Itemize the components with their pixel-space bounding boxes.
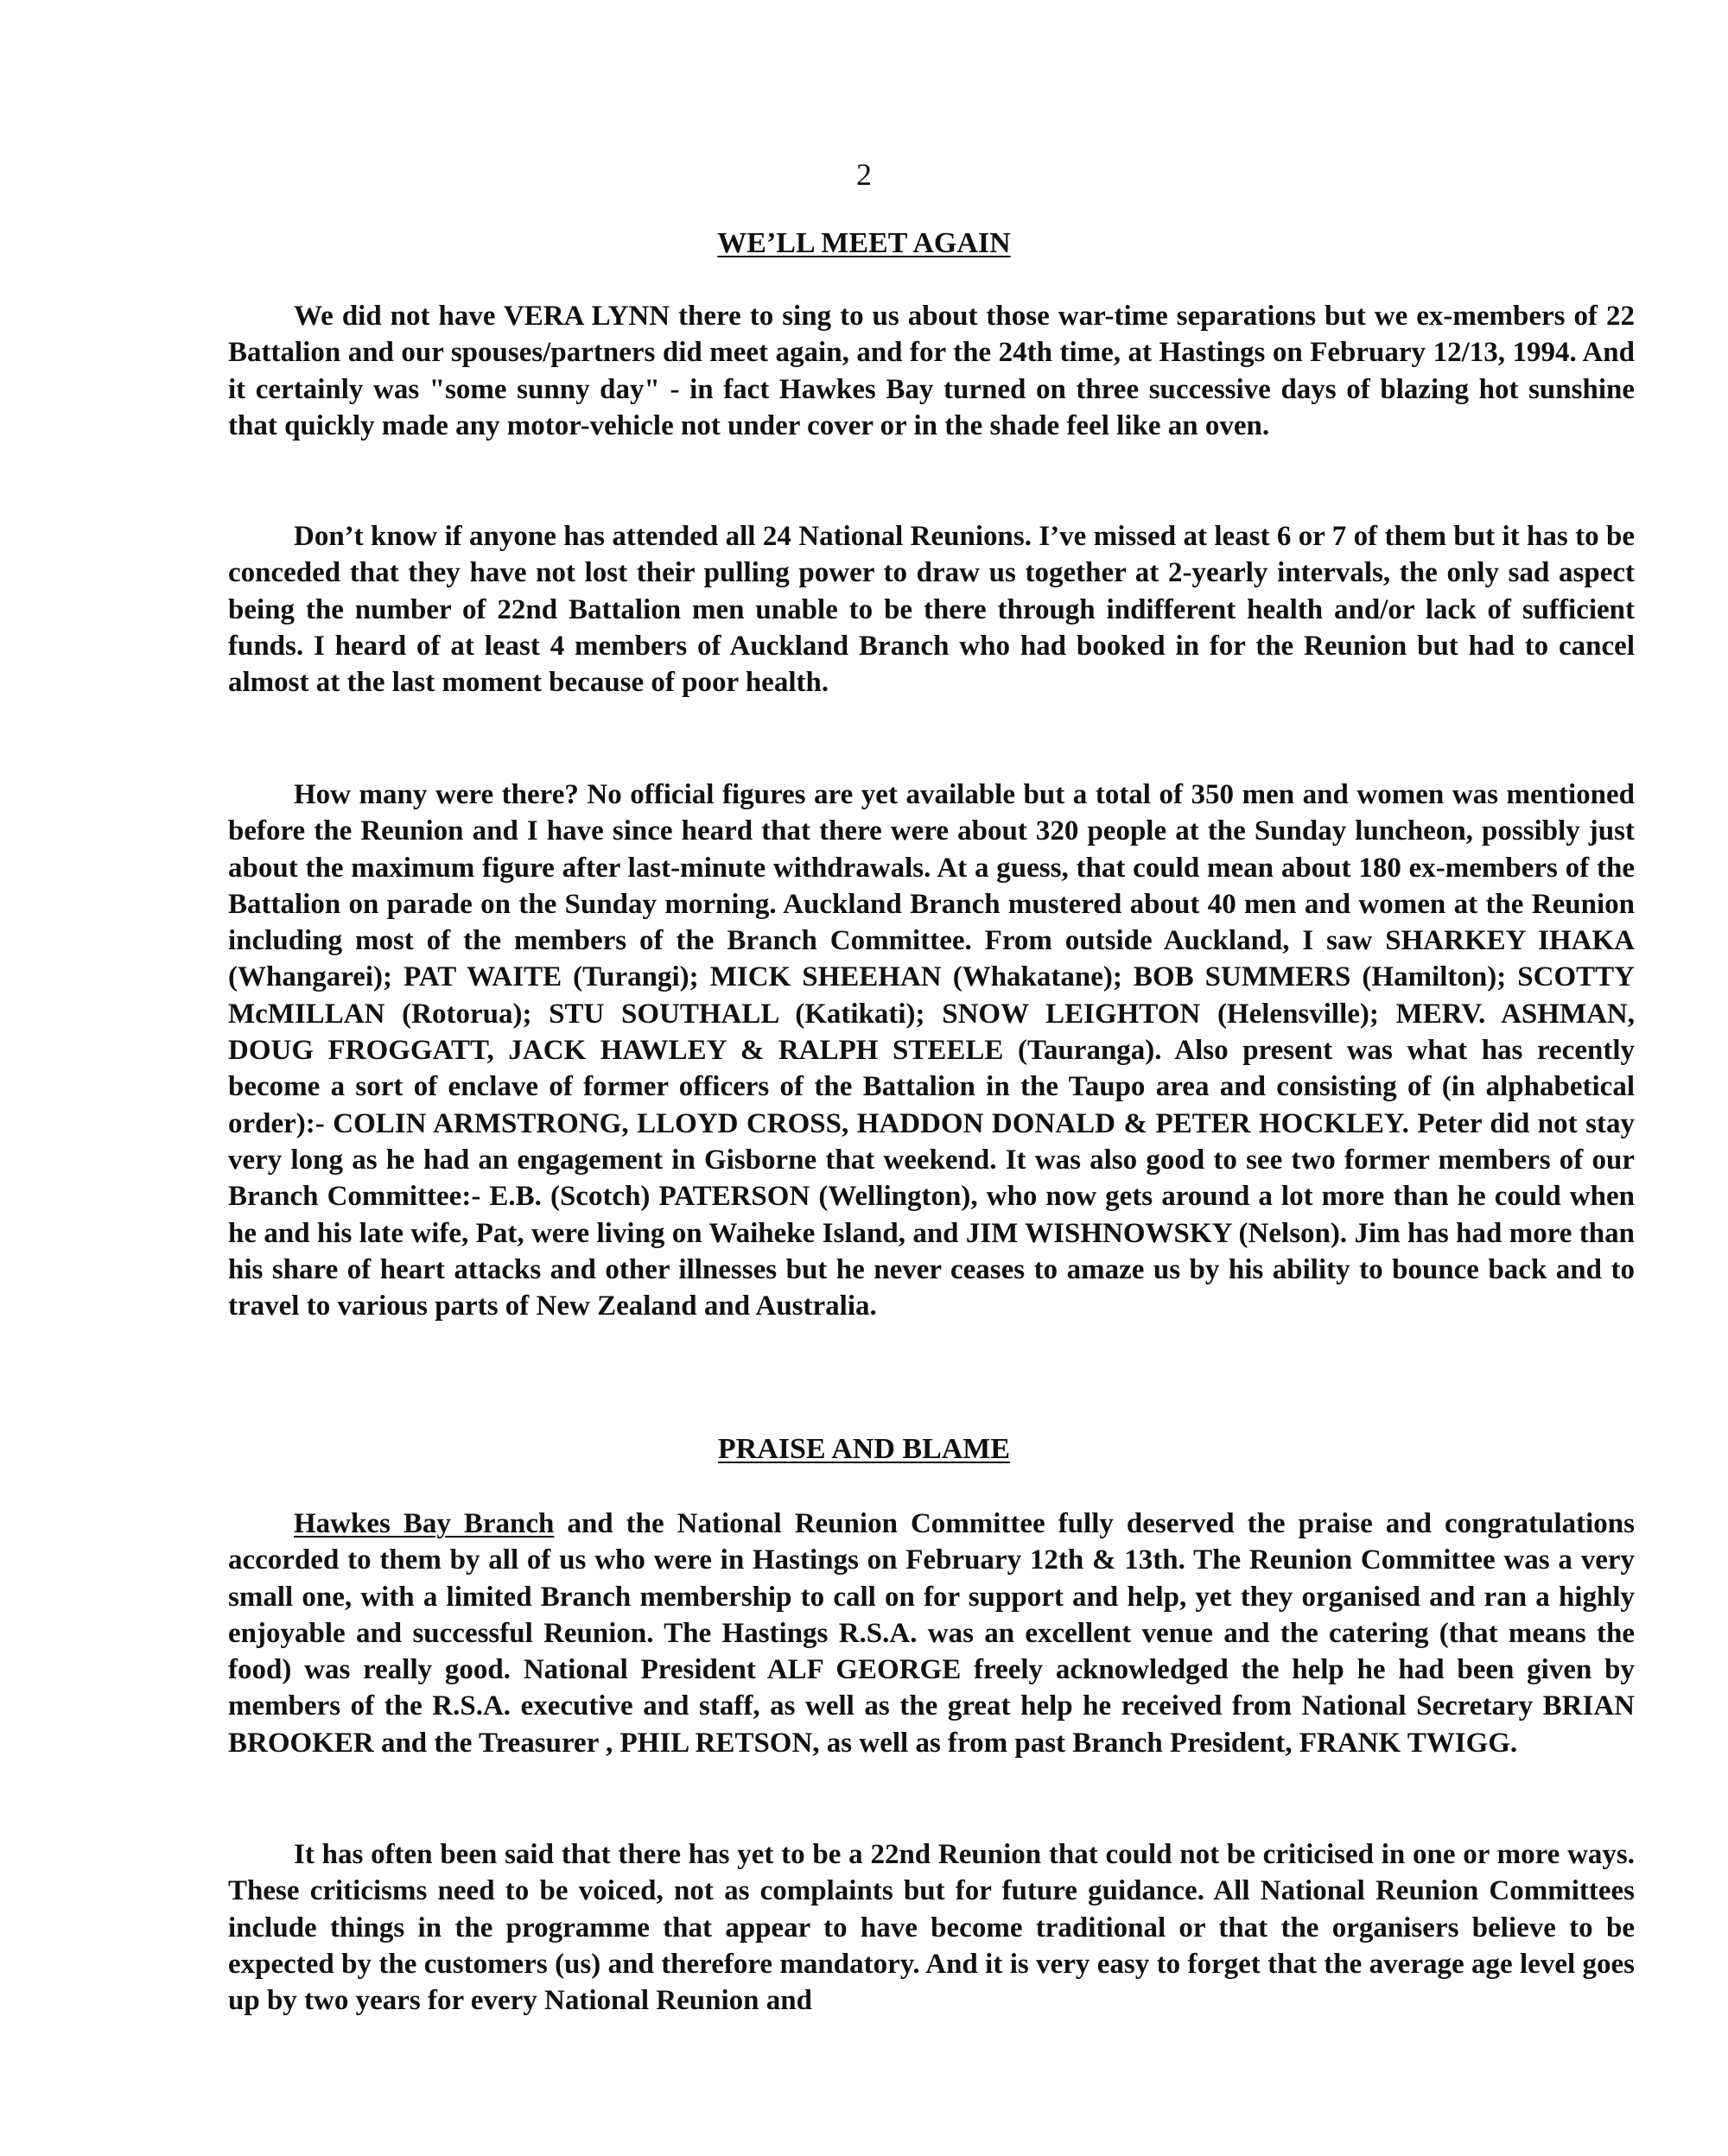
paragraph-criticisms: It has often been said that there has yet to be a 22nd Reunion that could not be criticised in one or more ways. These criticisms need to be voiced, not as complaints but for future guidance. All National Reunion Committees include things in the programme that appear to have become traditional or that the organisers believe to be expected by the customers (us) and therefore mandatory. And it is very easy to forget that the average age level goes up by two years for every National Reunion and [228, 1839, 1635, 2017]
paragraph-attendees-list: How many were there? No official figures are yet available but a total of 350 men and women was mentioned before the Reunion and I have since heard that there were about 320 people at the Sunday luncheon, possibly just about the maximum figure after last-minute withdrawals. At a guess, that could mean about 180 ex-members of the Battalion on parade on the Sunday morning. Auckland Branch mustered about 40 men and women at the Reunion including most of the members of the Branch Committee. From outside Auckland, I saw SHARKEY IHAKA (Whangarei); PAT WAITE (Turangi); MICK SHEEHAN (Whakatane); BOB SUMMERS (Hamilton); SCOTTY McMILLAN (Rotorua); STU SOUTHALL (Katikati); SNOW LEIGHTON (Helensville); MERV. ASHMAN, DOUG FROGGATT, JACK HAWLEY & RALPH STEELE (Tauranga). Also present was what has recently become a sort of enclave of former officers of the Battalion in the Taupo area and consisting of (in alphabetical order):- COLIN ARMSTRONG, LLOYD CROSS, HADDON DONALD & PETER HOCKLEY. Peter did not stay very long as he had an engagement in Gisborne that weekend. It was also good to see two former members of our Branch Committee:- E.B. (Scotch) PATERSON (Wellington), who now gets around a lot more than he could when he and his late wife, Pat, were living on Waiheke Island, and JIM WISHNOWSKY (Nelson). Jim has had more than his share of heart attacks and other illnesses but he never ceases to amaze us by his ability to bounce back and to travel to various parts of New Zealand and Australia. [228, 779, 1635, 1322]
section-heading-well-meet-again: WE’LL MEET AGAIN [717, 227, 1011, 259]
paragraph-reunion-intro: We did not have VERA LYNN there to sing to us about those war-time separations but we ex-members of 22 Battalion and our spouses/partners did meet again, and for the 24th time, at Hastings on February 12/13, 1994. And it certainly was "some sunny day" - in fact Hawkes Bay turned on three successive days of blazing hot sunshine that quickly made any motor-vehicle not under cover or in the shade feel like an oven. [228, 301, 1635, 441]
paragraph-attendance-history: Don’t know if anyone has attended all 24 National Reunions. I’ve missed at least 6 or 7 of them but it has to be conceded that they have not lost their pulling power to draw us together at 2-yearly intervals, the only sad aspect being the number of 22nd Battalion men unable to be there through indifferent health and/or lack of sufficient funds. I heard of at least 4 members of Auckland Branch who had booked in for the Reunion but had to cancel almost at the last moment because of poor health. [228, 521, 1635, 699]
paragraph-praise-body: and the National Reunion Committee fully deserved the praise and congratulations accorded to them by all of us who were in Hastings on February 12th & 13th. The Reunion Committee was a very small one, with a limited Branch membership to call on for support and help, yet they organised and ran a highly enjoyable and successful Reunion. The Hastings R.S.A. was an excellent venue and the catering (that means the food) was really good. National President ALF GEORGE freely acknowledged the help he had been given by members of the R.S.A. executive and staff, as well as the great help he received from National Secretary BRIAN BROOKER and the Treasurer , PHIL RETSON, as well as from past Branch President, FRANK TWIGG. [228, 1508, 1636, 1759]
page-number: 2 [856, 157, 872, 192]
section-heading-praise-and-blame: PRAISE AND BLAME [717, 1433, 1011, 1465]
paragraph-praise [228, 1506, 1635, 1761]
hawkes-bay-branch-underlined: Hawkes Bay Branch [294, 1508, 555, 1539]
